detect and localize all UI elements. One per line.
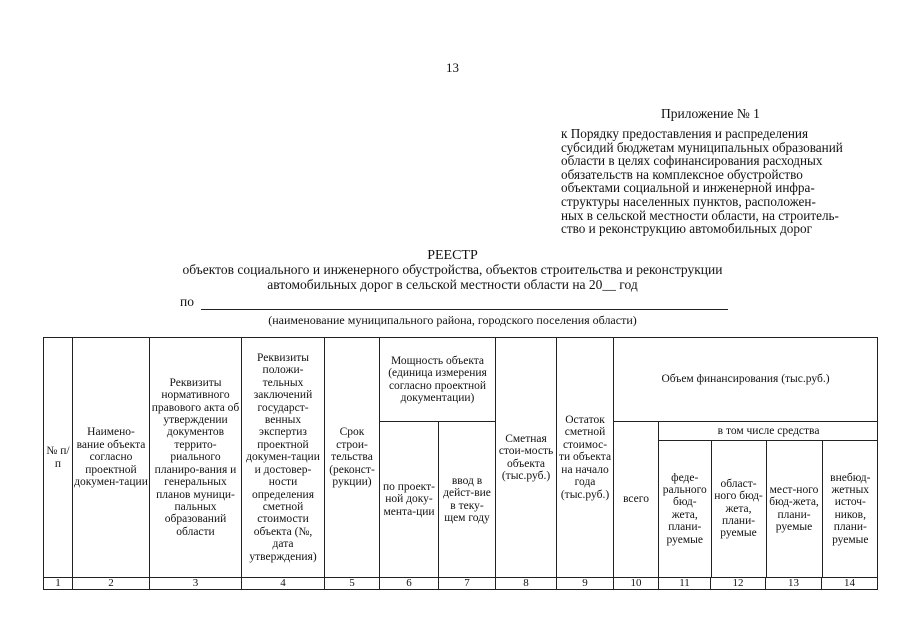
header-cell: мест-ного бюд-жета, плани-руемые bbox=[766, 440, 822, 577]
column-number: 6 bbox=[380, 578, 439, 590]
header-cell: Мощность объекта (единица измерения согласно проектной документации) bbox=[380, 338, 496, 422]
header-cell: Реквизиты нормативного правового акта об утверждении документов террито-риального планиро-вания и генеральных планов муници-пальных образований области bbox=[150, 338, 242, 578]
registry-table bbox=[43, 337, 878, 590]
header-cell: Срок строи-тельства (реконст-рукции) bbox=[325, 338, 380, 578]
registry-title: РЕЕСТР bbox=[427, 248, 478, 263]
column-number: 2 bbox=[73, 578, 150, 590]
column-number: 3 bbox=[150, 578, 242, 590]
header-cell: № п/п bbox=[44, 338, 73, 578]
header-cell: област-ного бюд-жета, плани-руемые bbox=[711, 440, 766, 577]
column-number: 12 bbox=[711, 578, 766, 590]
header-cell: всего bbox=[614, 422, 659, 578]
page-number: 13 bbox=[446, 60, 459, 75]
column-number: 1 bbox=[44, 578, 73, 590]
header-cell: Наимено-вание объекта согласно проектной докумен-тации bbox=[73, 338, 150, 578]
registry-subtitle bbox=[0, 262, 905, 292]
registry-subtitle-line: автомобильных дорог в сельской местности области на 20__ год bbox=[267, 277, 638, 292]
column-number: 13 bbox=[766, 578, 822, 590]
header-cell: Реквизиты положи-тельных заключений государст-венных экспертиз проектной докумен-тации и достовер-ности определения сметной стоимости объекта (№, дата утверждения) bbox=[242, 338, 325, 578]
header-cell: Объем финансирования (тыс.руб.) bbox=[614, 338, 878, 422]
annex-line: области в целях софинансирования расходных bbox=[561, 153, 823, 169]
header-cell: внебюд-жетных источ-ников, плани-руемые bbox=[830, 471, 871, 546]
registry-subtitle-line: объектов социального и инженерного обустройства, объектов строительства и реконструкции bbox=[182, 262, 723, 277]
annex-line: ство и реконструкцию автомобильных дорог bbox=[561, 221, 812, 237]
header-cell: феде-рального бюд-жета, плани-руемые bbox=[659, 440, 711, 577]
annex-line: объектами социальной и инженерной инфра- bbox=[561, 180, 815, 196]
header-cell: в том числе средства bbox=[659, 422, 878, 440]
column-number: 8 bbox=[496, 578, 557, 590]
column-number: 7 bbox=[439, 578, 496, 590]
annex-line: ных в сельской местности области, на строитель- bbox=[561, 207, 839, 223]
header-cell: Остаток сметной стоимос-ти объекта на начало года (тыс.руб.) bbox=[557, 338, 614, 578]
column-number: 10 bbox=[614, 578, 659, 590]
annex-text bbox=[561, 127, 879, 236]
annex-line: обязательств на комплексное обустройство bbox=[561, 166, 803, 182]
column-number: 11 bbox=[659, 578, 711, 590]
po-underline bbox=[201, 309, 728, 310]
annex-title: Приложение № 1 bbox=[661, 106, 760, 121]
annex-line: структуры населенных пунктов, расположен- bbox=[561, 193, 816, 209]
annex-line: субсидий бюджетам муниципальных образований bbox=[561, 139, 843, 155]
annex-line: к Порядку предоставления и распределения bbox=[561, 126, 809, 141]
header-cell: по проект-ной доку-мента-ции bbox=[380, 422, 439, 578]
po-caption: (наименование муниципального района, городского поселения области) bbox=[268, 313, 637, 327]
column-number: 9 bbox=[557, 578, 614, 590]
column-number: 14 bbox=[822, 578, 878, 590]
header-cell: ввод в дейст-вие в теку-щем году bbox=[439, 422, 496, 578]
header-cell: Сметная стои-мость объекта (тыс.руб.) bbox=[496, 338, 557, 578]
po-label: по bbox=[180, 294, 194, 309]
column-number: 5 bbox=[325, 578, 380, 590]
including-block bbox=[659, 422, 878, 578]
column-number: 4 bbox=[242, 578, 325, 590]
